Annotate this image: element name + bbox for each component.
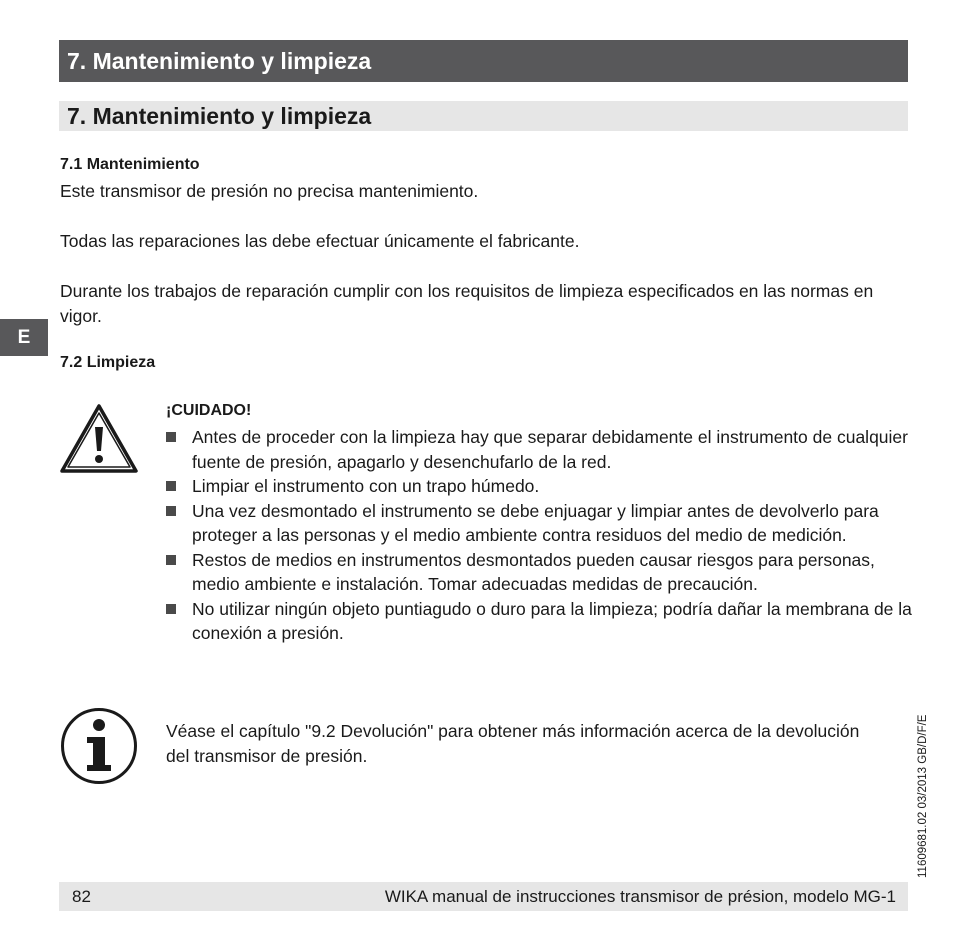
bullet-square-icon bbox=[166, 432, 176, 442]
bullet-text: Restos de medios en instrumentos desmontados pueden causar riesgos para personas, medio ambiente e instalación. Tomar adecuadas medidas de precaución. bbox=[192, 549, 875, 594]
bullet-text: Limpiar el instrumento con un trapo húmedo. bbox=[192, 476, 540, 496]
list-item bbox=[166, 597, 916, 646]
page-number: 82 bbox=[72, 887, 91, 906]
section-heading: 7. Mantenimiento y limpieza bbox=[59, 101, 908, 131]
bullet-square-icon bbox=[166, 481, 176, 491]
maintenance-paragraph-1: Este transmisor de presión no precisa mantenimiento. bbox=[60, 181, 479, 201]
page-footer bbox=[59, 882, 908, 911]
list-item bbox=[166, 425, 916, 474]
cleaning-bullet-list bbox=[166, 425, 916, 646]
warning-triangle-icon bbox=[59, 403, 139, 474]
info-icon bbox=[60, 707, 138, 785]
maintenance-heading: 7.1 Mantenimiento bbox=[60, 156, 200, 173]
list-item bbox=[166, 499, 916, 548]
bullet-square-icon bbox=[166, 604, 176, 614]
bullet-text: Antes de proceder con la limpieza hay que separar debidamente el instrumento de cualquier fuente de presión, apagarlo y desenchufarlo de la red. bbox=[192, 427, 908, 472]
caution-title: ¡CUIDADO! bbox=[166, 402, 252, 419]
bullet-square-icon bbox=[166, 506, 176, 516]
list-item bbox=[166, 474, 916, 499]
bullet-square-icon bbox=[166, 555, 176, 565]
maintenance-paragraph-2: Todas las reparaciones las debe efectuar únicamente el fabricante. bbox=[60, 231, 580, 251]
section-title-bar: 7. Mantenimiento y limpieza bbox=[59, 40, 908, 82]
document-code: 11609681.02 03/2013 GB/D/F/E bbox=[917, 714, 929, 878]
cleaning-heading: 7.2 Limpieza bbox=[60, 354, 156, 371]
language-tab: E bbox=[0, 319, 48, 356]
info-text: Véase el capítulo "9.2 Devolución" para obtener más información acerca de la devolución del transmisor de presión. bbox=[166, 721, 860, 766]
bullet-text: Una vez desmontado el instrumento se debe enjuagar y limpiar antes de devolverlo para proteger a las personas y el medio ambiente contra residuos del medio de medición. bbox=[192, 500, 879, 545]
footer-title: WIKA manual de instrucciones transmisor de présion, modelo MG-1 bbox=[384, 887, 896, 906]
maintenance-paragraph-3: Durante los trabajos de reparación cumplir con los requisitos de limpieza especificados en las normas en vigor. bbox=[60, 281, 874, 326]
list-item bbox=[166, 548, 916, 597]
bullet-text: No utilizar ningún objeto puntiagudo o duro para la limpieza; podría dañar la membrana de la conexión a presión. bbox=[192, 598, 912, 643]
